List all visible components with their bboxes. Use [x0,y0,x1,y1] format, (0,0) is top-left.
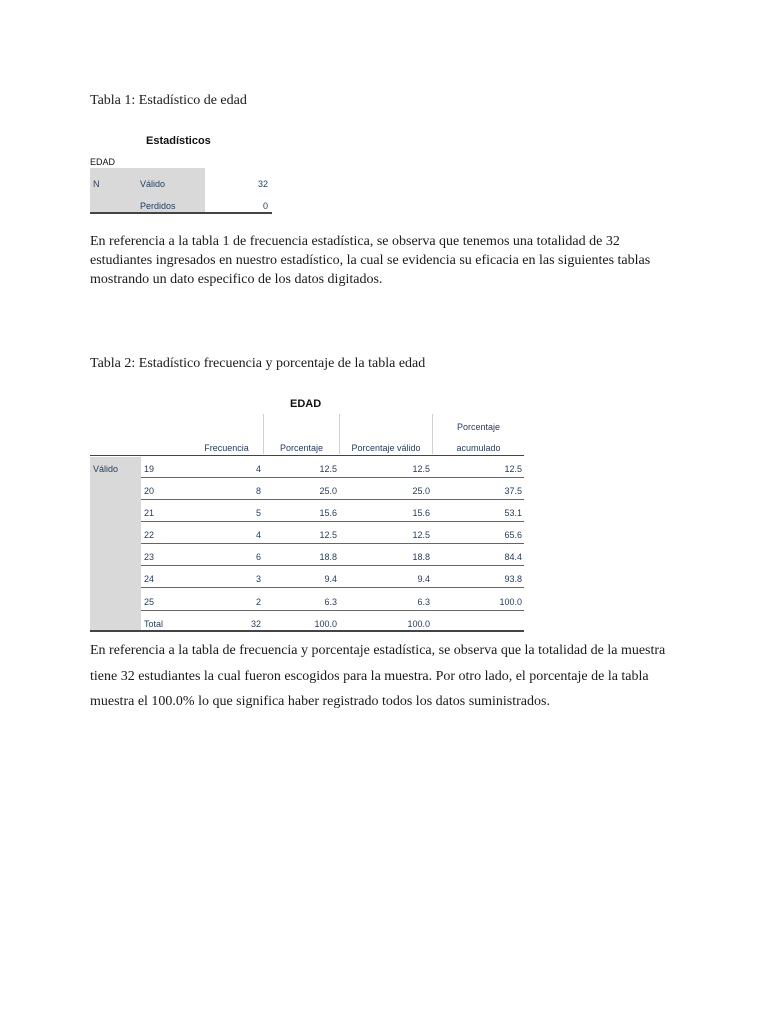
table1-group-label: N [93,179,100,189]
table2-cell-porcentaje: 12.5 [319,464,337,474]
table2-cell-porcentaje-valido: 9.4 [417,574,430,584]
row-rule [141,521,524,522]
table2-stub [90,457,141,631]
table2-row-label: Total [144,619,164,629]
table2-row-label: 20 [144,486,155,496]
table2-cell-porcentaje-acumulado: 12.5 [504,464,522,474]
table2-cell-porcentaje-acumulado: 53.1 [504,508,522,518]
table2-row-label: 24 [144,574,155,584]
header-frecuencia: Frecuencia [204,443,249,453]
table2-cell-porcentaje: 18.8 [319,552,337,562]
table1-row-value: 0 [262,201,268,211]
table1 [90,157,272,214]
table2-cell-porcentaje: 6.3 [324,597,337,607]
table2-cell-porcentaje: 12.5 [319,530,337,540]
table2-cell-porcentaje-acumulado: 84.4 [504,552,522,562]
table2-row-label: 19 [144,464,155,474]
table2-cell-porcentaje-valido: 25.0 [412,486,430,496]
header-porcentaje: Porcentaje [279,443,324,453]
table1-bottom-rule [90,212,272,214]
table2-row-label: 21 [144,508,155,518]
table2-cell-porcentaje-valido: 6.3 [417,597,430,607]
table2-cell-frecuencia: 8 [255,486,261,496]
table2-cell-porcentaje-valido: 12.5 [412,464,430,474]
table2-group-label: Válido [93,464,119,474]
table2-cell-porcentaje: 25.0 [319,486,337,496]
row-rule [141,499,524,500]
row-rule [141,610,524,611]
table1-caption: Tabla 1: Estadístico de edad [90,93,247,108]
table2-cell-porcentaje: 9.4 [324,574,337,584]
table2-title: EDAD [290,398,322,410]
table2-cell-frecuencia: 32 [250,619,261,629]
table2-cell-porcentaje-acumulado: 65.6 [504,530,522,540]
table2-row-label: 22 [144,530,155,540]
table2-cell-frecuencia: 2 [255,597,261,607]
row-rule [141,565,524,566]
table2-cell-frecuencia: 5 [255,508,261,518]
row-rule [141,477,524,478]
table2-cell-porcentaje-acumulado: 93.8 [504,574,522,584]
table2-cell-porcentaje-valido: 12.5 [412,530,430,540]
row-rule [141,587,524,588]
table1-row-label: Válido [140,179,166,189]
table1-row-label: Perdidos [140,201,176,211]
table1-variable: EDAD [90,157,116,167]
table2-caption: Tabla 2: Estadístico frecuencia y porcentaje de la tabla edad [90,356,426,371]
table1-title: Estadísticos [146,135,211,147]
table2-bottom-rule [90,630,524,632]
table1-row-value: 32 [257,179,268,189]
header-porcentaje-acumulado: Porcentaje [456,422,501,432]
table2 [90,410,524,632]
table2-cell-porcentaje: 15.6 [319,508,337,518]
table2-cell-porcentaje-valido: 100.0 [407,619,430,629]
table2-row-label: 23 [144,552,155,562]
row-rule [141,543,524,544]
table2-cell-frecuencia: 3 [255,574,261,584]
paragraph-2: En referencia a la tabla de frecuencia y porcentaje estadística, se observa que la totalidad de la muestra tiene 32 estudiantes la cual fueron escogidos para la muestra. Por otro lado, el porcentaje de la tabla muestra el 100.0% lo que significa haber registrado todos los datos suministrados. [90,643,666,709]
table2-cell-porcentaje-acumulado: 100.0 [499,597,522,607]
table2-row-label: 25 [144,597,155,607]
table2-cell-porcentaje-valido: 15.6 [412,508,430,518]
table2-cell-porcentaje-valido: 18.8 [412,552,430,562]
table2-cell-porcentaje-acumulado: 37.5 [504,486,522,496]
header-porcentaje-acumulado: acumulado [456,443,501,453]
paragraph-1: En referencia a la tabla 1 de frecuencia estadística, se observa que tenemos una totalidad de 32 estudiantes ingresados en nuestro estadístico, la cual se evidencia su eficacia en las siguientes tablas mostrando un dato especifico de los datos digitados. [90,234,651,287]
header-rule [90,455,524,456]
table2-cell-frecuencia: 4 [255,464,261,474]
header-porcentaje-valido: Porcentaje válido [351,443,421,453]
table2-cell-frecuencia: 4 [255,530,261,540]
table2-cell-porcentaje: 100.0 [314,619,337,629]
table2-cell-frecuencia: 6 [255,552,261,562]
